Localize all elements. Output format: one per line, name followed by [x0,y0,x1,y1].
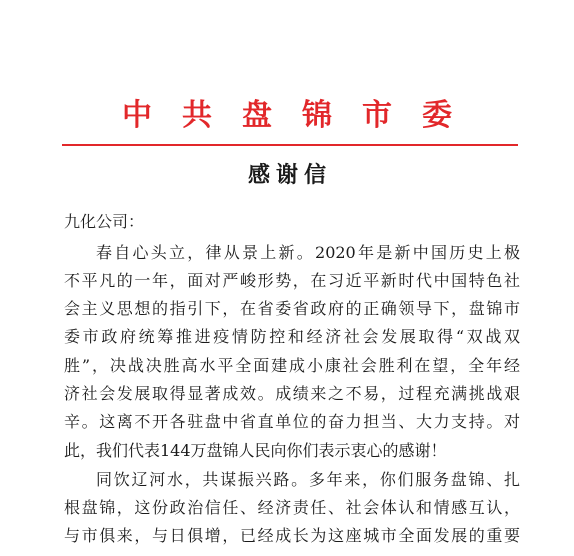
body-line: 不平凡的一年，面对严峻形势，在习近平新时代中国特色社 [64,271,520,290]
body-line: 春自心头立，律从景上新。2020年是新中国历史上极 [96,243,520,262]
letterhead-rule [62,144,518,146]
body-line: 会主义思想的指引下，在省委省政府的正确领导下，盘锦市 [64,299,520,318]
letter-title: 感谢信 [247,162,332,188]
body-line: 此，我们代表144万盘锦人民向你们表示衷心的感谢！ [64,441,447,460]
body-line: 根盘锦，这份政治信任、经济责任、社会体认和情感互认， [64,498,520,517]
body-line: 同饮辽河水，共谋振兴路。多年来，你们服务盘锦、扎 [96,470,520,489]
body-line: 胜”，决战决胜高水平全面建成小康社会胜利在望，全年经 [64,356,520,375]
letterhead-title: 中共盘锦市委 [122,98,482,133]
body-line: 委市政府统筹推进疫情防控和经济社会发展取得“双战双 [64,327,520,346]
salutation: 九化公司： [64,212,145,231]
body-line: 辛。这离不开各驻盘中省直单位的奋力担当、大力支持。对 [64,412,520,431]
body-line: 济社会发展取得显著成效。成绩来之不易，过程充满挑战艰 [64,384,520,403]
body-line: 与市俱来，与日俱增，已经成长为这座城市全面发展的重要 [64,526,520,545]
